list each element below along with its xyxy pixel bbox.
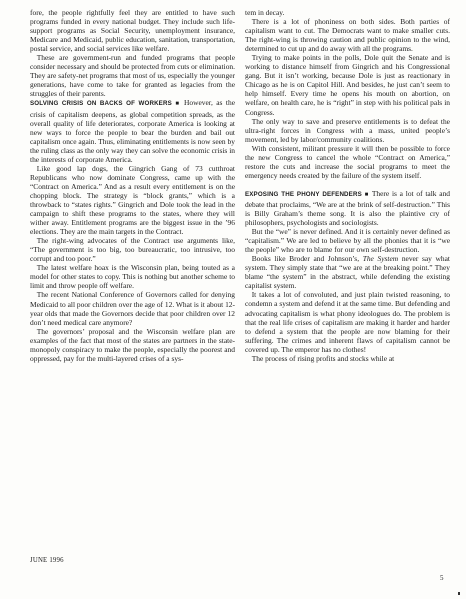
paragraph-text: never say what system. They simply state that “we are at the breaking point.” They blame “the system” in the abstract, while defending the existing capitalist system. bbox=[245, 254, 451, 291]
paragraph: The only way to save and preserve entitlements is to defeat the ultra-right forces in Congress with a mass, united people’s movement, led by labor/community coalitions. bbox=[245, 116, 450, 144]
left-column bbox=[30, 8, 235, 363]
paragraph: fore, the people rightfully feel they are entitled to have such programs funded in every national budget. They include such life-support programs as Social Security, unemployment insurance, Medicare and Medicaid, public education, sanitation, transportation, postal service, and social services like welfare. bbox=[30, 8, 235, 54]
paragraph: It takes a lot of convoluted, and just plain twisted reasoning, to condemn a system and defend it at the same time. But defending and advocating capitalism is what phony ideologues do. The problem is that the real life crises of capitalism are making it harder and harder to defend a system that the people are now blaming for their suffering. The crimes and inherent flaws of capitalism cannot be covered up. The emperor has no clothes! bbox=[245, 290, 450, 354]
paragraph: But the “we” is never defined. And it is certainly never defined as “capitalism.” We are led to believe by all the phonies that it is “we the people” who are to blame for our own self-destruction. bbox=[245, 227, 450, 255]
section-paragraph bbox=[30, 98, 235, 163]
paragraph: These are government-run and funded programs that people consider necessary and should be protected from cuts or elimination. They are safety-net programs that most of us, especially the younger generations, have come to take for granted as legacies from the struggles of their parents. bbox=[30, 53, 235, 99]
section-heading-exposing-defenders: EXPOSING THE PHONY DEFENDERS bbox=[245, 190, 362, 198]
section-paragraph bbox=[245, 189, 450, 227]
paragraph: Like good lap dogs, the Gingrich Gang of 73 cutthroat Republicans who now dominate Congress, came up with the “Contract on America.” And as a result every entitlement is on the chopping block. The strategy is “block grants,” which is a throwback to “states rights.” Gingrich and Dole took the lead in the campaign to shift these programs to the states, where they will wither away. Entitlement programs are the biggest issue in the ’96 elections. They are the main targets in the Contract. bbox=[30, 163, 235, 237]
square-bullet-icon: ■ bbox=[364, 191, 370, 198]
scan-mark bbox=[458, 592, 460, 595]
section-text: There is a lot of talk and debate that proclaims, “We are at the brink of self-destruction.” This is Billy Graham’s theme song. It is also the plaintive cry of philosophers, psychologists and sociologists. bbox=[245, 188, 451, 228]
issue-date: JUNE 1996 bbox=[30, 557, 64, 564]
section-text: However, as the crisis of capitalism deepens, as global competition spreads, as the overall quality of life deteriorates, corporate America is looking at new ways to force the people to bear the burden and bail out capitalism once again. Thus, eliminating entitlements is now seen by the ruling class as the only way they can solve the economic crisis in the interests of corporate America. bbox=[30, 98, 235, 164]
paragraph: Trying to make points in the polls, Dole quit the Senate and is working to distance himself from Gingrich and his Congressional gang. But it isn’t working, because Dole is just as reactionary in Chicago as he is on Capitol Hill. And besides, he just can’t seem to help himself. Every time he opens his mouth on abortion, on welfare, on health care, he is “right” in step with his political pals in Congress. bbox=[245, 53, 450, 117]
paragraph: The right-wing advocates of the Contract use arguments like, “The government is too big, too bureaucratic, too intrusive, too corrupt and too poor.” bbox=[30, 236, 235, 264]
paragraph: The latest welfare hoax is the Wisconsin plan, being touted as a model for other states to copy. This is nothing but another scheme to limit and throw people off welfare. bbox=[30, 263, 235, 291]
book-title: The System bbox=[362, 254, 399, 264]
paragraph: The process of rising profits and stocks while at bbox=[251, 353, 395, 363]
paragraph: The recent National Conference of Governors called for denying Medicaid to all poor children over the age of 12. What is it about 12-year olds that made the Governors decide that poor children over 12 don’t need medical care anymore? bbox=[30, 290, 235, 327]
paragraph bbox=[245, 254, 450, 290]
paragraph: The governors’ proposal and the Wisconsin welfare plan are examples of the fact that most of the states are partners in the state-monopoly conspiracy to make the people, especially the poorest and oppressed, pay for the multi-layered crises of a sys- bbox=[30, 326, 235, 363]
paragraph: There is a lot of phoniness on both sides. Both parties of capitalism want to cut. The Democrats want to make smaller cuts. The right-wing is throwing caution and public opinion to the wind, determined to cut up and do away with all the programs. bbox=[245, 17, 450, 54]
square-bullet-icon: ■ bbox=[175, 101, 181, 108]
paragraph: tem in decay. bbox=[245, 8, 285, 17]
paragraph: With consistent, militant pressure it will then be possible to force the new Congress to cancel the whole “Contract on America,” restore the cuts and increase the social programs to meet the emergency needs created by the failure of the system itself. bbox=[245, 143, 450, 180]
section-heading-solving-crisis: SOLVING CRISIS ON BACKS OF WORKERS bbox=[30, 100, 172, 108]
right-column bbox=[245, 8, 450, 363]
page-number: 5 bbox=[440, 574, 444, 582]
paragraph-text: Books like Broder and Johnson’s, bbox=[251, 254, 363, 264]
